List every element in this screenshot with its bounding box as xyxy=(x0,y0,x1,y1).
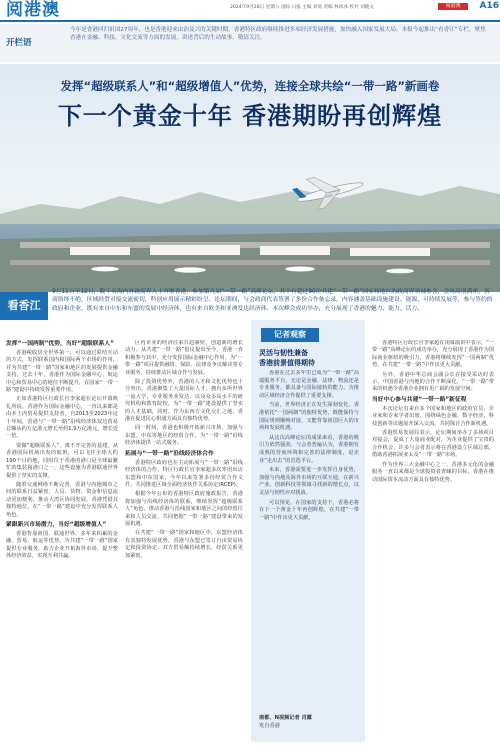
commentary-tab: 记者观察 xyxy=(261,328,319,342)
subheading: 当好中心参与共建“一带一路”新征程 xyxy=(372,396,467,403)
commentary-title xyxy=(259,348,359,368)
paragraph: 香港特区政府也在主动拓展与“一带一路”沿线经济体的合作，特区行政长官李家超多次率团出访东盟和中东国家，今年以来签署多份经贸合作文件，共同推进区域全面经济伙伴关系协定(RCEP)。 xyxy=(125,459,243,488)
hero-headline: 下一个黄金十年 香港期盼再创辉煌 xyxy=(57,102,443,130)
page-header xyxy=(0,0,500,18)
paragraph: 在共建“一带一路”国家和地区中，东盟经济体有其独特发展优势，香港与东盟已签订自由贸易协定和投资协定，双方贸易额持续增长，经贸关系更加紧密。 xyxy=(125,530,243,559)
page-number: A16 xyxy=(479,1,499,11)
issue-line: 2024年9月28日 星期六 国际·日报 主编 刘易 责编 林冰冰 校对 刘晓文 xyxy=(230,5,374,10)
paragraph: 香港背靠祖国、联通世界，多年来积累的金融、贸易、航运等优势，为共建“一带一路”国家提供专业服务，助力企业开拓海外市场，提升整体经济效益，实现互利共赢。 xyxy=(6,530,118,560)
paragraph: 香港税收居全世界第一，可以通过联结互动的方式，发挥联系国内和国际两个市场的作用，并为共建“一带一路”国家和地区的发展提供金融支持。过去十年，香港作为国际金融中心、航运中心和贸易中心的地位不断提升，在国家“一带一路”建设中持续发挥重要作用。 xyxy=(6,350,118,394)
paragraph: 未来，香港需要进一步发挥自身优势，加强与内地及海外市场的互联互通，在新兴产业、创新科技等领域寻找新的增长点，以灵活与韧性应对挑战。 xyxy=(259,467,359,496)
commentary-box xyxy=(251,320,365,742)
paragraph: 本次论坛有来自多个国家和地区的政府官员、企业家和专家学者出席，围绕绿色金融、数字经济、科技创新等议题展开深入交流，共同探讨合作新机遇。 xyxy=(372,405,494,427)
paragraph: 除了投资优势外，香港的人才和文化优势也十分突出。香港聚集了大量国际人才，拥有多所世界一流大学，专业服务业发达。以及众多高水平的研究机构和教育院校，为“一带一路”建设提供了坚实的人才基础，同时，作为东西方文化交汇之地，香港在促进民心相通方面具有独特优势。 xyxy=(125,379,243,423)
paragraph: 当前，世界经济正在发生深刻变化，香港依托“一国两制”的独特优势，既能保持与国际规则顺畅对接，又能背靠祖国巨大的市场和发展机遇。 xyxy=(259,402,359,432)
subheading: 拓展与“一带一路”沿线经济体合作 xyxy=(125,450,214,457)
article-column-2 xyxy=(125,340,243,742)
paragraph: 随着交通网络不断完善，香港与内地城市之间的联系日益紧密，人员、货物、资金和信息流动更加便利，推动大湾区协同发展，香港凭借其独特地位，在“一带一路”建设中充分发挥联系人角色。 xyxy=(6,481,118,518)
article-column-4 xyxy=(372,340,494,742)
paragraph: 从这次高峰论坛的成果来看，香港的吸引力依然强劲，与会者普遍认为，香港拥有成熟的营商环境和完善的法律制度，是企业“走出去”的首选平台。 xyxy=(259,434,359,464)
subheading: 紧跟新兴市场潜力，当好“超级增值人” xyxy=(6,521,107,528)
paragraph: 另外，香港中华总商会副会长在接受采访时表示，中国香港与内地的合作不断深化，“一带一路”带来的机遇令香港企业拥有更广阔的发展空间。 xyxy=(372,371,494,393)
paragraph: 作为世界三大金融中心之一，香港多元化的金融服务一直以来都是全球投资者青睐的目标，香港在推动国际资本流动方面具有独特优势。 xyxy=(372,461,494,483)
intro-label: 开栏语 xyxy=(6,38,32,48)
hero-kicker: 发挥“超级联系人”和“超级增值人”优势，连接全球共绘“一带一路”新画卷 xyxy=(60,79,440,93)
paragraph: 根据今年公布的香港特区政府施政报告，香港将加强与沿线经济体的联系，继续发挥“超级联系人”角色，推动香港与沿线国家和地区之间的经贸往来和人员交流，共同把握“一带一路”建设带来的发展机遇。 xyxy=(125,491,243,527)
paragraph: 香港在过去多年里已成为“一带一路”高端服务平台，无论是金融、法律、物流还是专业服务，都具备与国际接轨的能力，为推动区域经济合作提供了重要支撑。 xyxy=(259,370,359,399)
article-column-1 xyxy=(6,340,118,742)
paragraph: 香港特区行政长官李家超在闭幕演讲中表示，“一带一路”高峰论坛的成功举办，充分展现了香港作为国际商业枢纽的吸引力，香港将继续发挥“一国两制”优势，在共建“一带一路”中作出更大贡献。 xyxy=(372,340,494,369)
paragraph: 区内企业的经济往来日趋紧密，创造新的增长动力。从共建“一带一路”倡议提出至今，香港一直积极参与其中，充分发挥国际金融中心作用，为“一带一路”项目提供融资、保险、法律及争议解决等专业服务，持续推动区域合作与发展。 xyxy=(125,340,243,376)
header-rule xyxy=(0,20,500,22)
paragraph: 正如香港特区行政长官李家超在论坛开幕典礼所说，香港作为国际金融中心，一直以来都是由本土内贸易提供支持者。自2013至2023年这十年间，香港与“一带一路”沿线经济体双边贸易总额从约万亿港元增长至约1.9万亿港元，增长近一倍。 xyxy=(6,396,118,440)
lead-text: 9月11日至12日，数千名海内外政商界人士齐聚香港，参加第九届“一带一路”高峰论坛，其中有超过90位共建“一带一路”国家和地区的政商界领袖参会，会场高朋满座，客商络绎不绝，区域经贸对接交流密切，科创应用展示精彩纷呈。论坛期间，与会政商代表签署了多份合作备忘录，内容涵盖基础设施建设、能源、可持续发展等，参与签约的政府和企业，既有来自中东和东盟的发展中经济体，也有来自欧美和亚洲发达经济体。本次峰会成功举办，充分展现了香港的魅力、能力、活力。 xyxy=(52,289,493,312)
intro-text: 今年是香港回归祖国27周年，也是香港迎来由治及兴的关键时期，香港特区政府继续推进多项经济发展措施，加快融入国家发展大局。本报今起推出“看香江”专栏，聚焦香港在金融、科技、文化交流等方面的发展，讲述背后的生动故事，敬请关注。 xyxy=(70,27,486,41)
lead-badge: 看香江 xyxy=(0,292,48,320)
commentary-author: 南都、N视频记者 肖露 xyxy=(259,715,312,721)
paragraph: 要做“超级联系人”，离不开完善的基建。从香港国际机场出发的航班，可以飞往全球大约190个目的地，同时位于香港的港口是全球最繁忙的集装箱港口之一，这些设施为香港联通世界提供了坚实的支撑。 xyxy=(6,442,118,479)
commentary-dateline: 发自香港 xyxy=(259,723,280,729)
subheading: 发挥“一国两制”优势，当好“超级联系人” xyxy=(6,341,114,347)
commentary-body xyxy=(259,370,359,710)
paragraph: 香港贸易发展局表示，论坛期间举办了多场项目对接会，促成了大量商业配对，为企业提供了宝贵的合作机会，许多与会者表示将在香港设立区域总部，借助香港拓展亚太及“一带一路”市场。 xyxy=(372,430,494,459)
paragraph: 可以预见，在国家的支持下，香港必将在下一个黄金十年再创辉煌，在共建“一带一路”中作出更大贡献。 xyxy=(259,499,359,521)
masthead: 阅港澳 xyxy=(6,0,60,20)
commentary-title-text: 灵活与韧性兼备 香港前景值得期待 xyxy=(259,349,315,367)
paragraph: 同一时间，香港也积极开拓新兴市场，加强与东盟、中东等地区的经贸合作，为“一带一路”沿线经济体提供一站式服务。 xyxy=(125,425,243,447)
section-tag: 阅港澳 xyxy=(438,3,468,10)
